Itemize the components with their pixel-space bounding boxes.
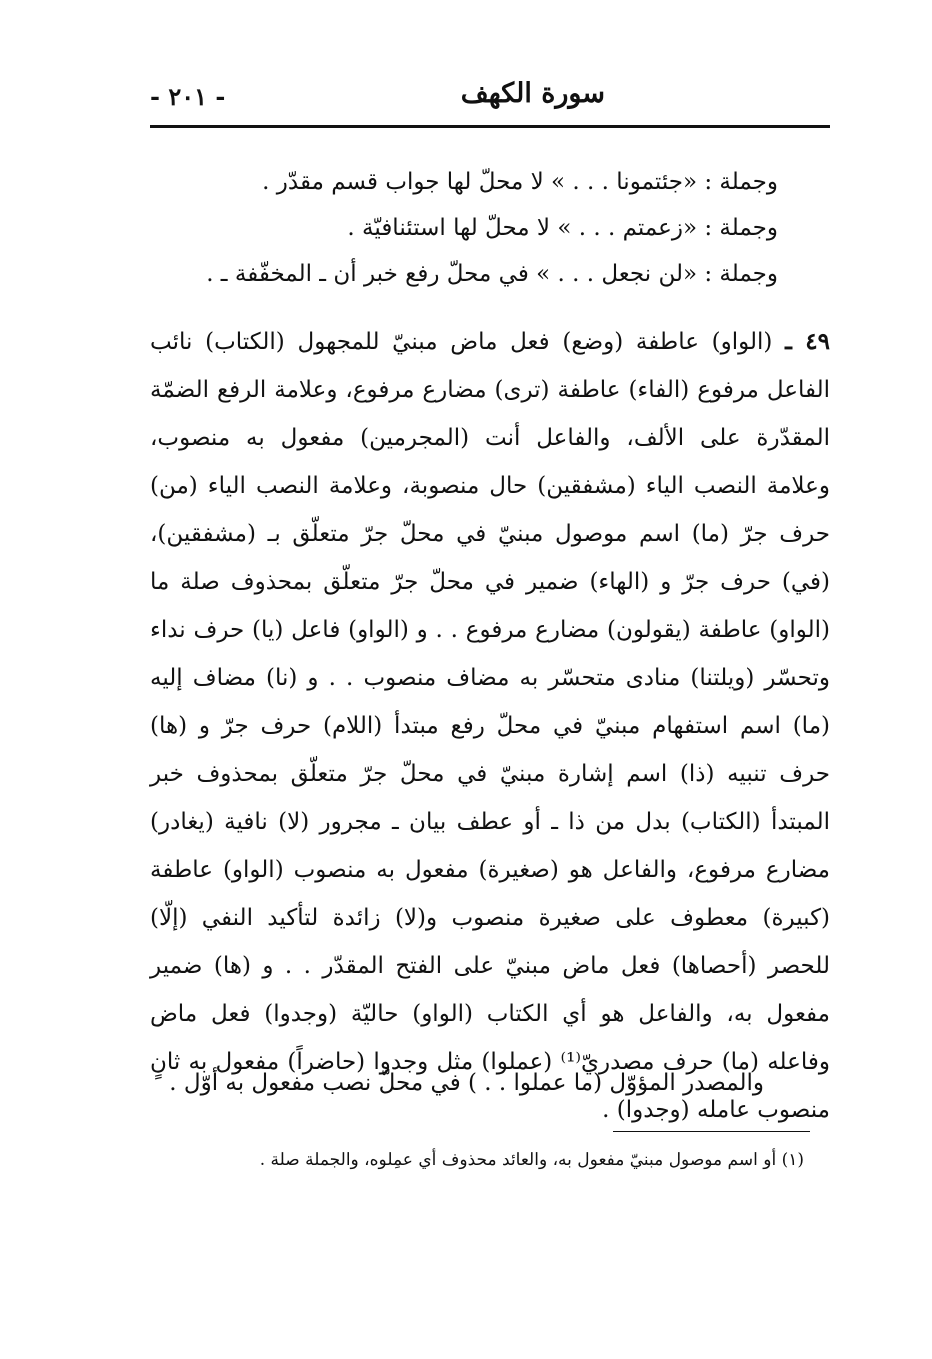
verse-parsing-paragraph <box>150 318 830 1134</box>
surah-title: سورة الكهف <box>460 78 605 109</box>
page-number: - ٢٠١ - <box>150 82 226 111</box>
header-rule <box>150 125 830 128</box>
sentence-analysis-lines <box>206 159 778 297</box>
conclusion-line: والمصدر المؤوّل (ما عملوا . . ) في محلّ نصب مفعول به أوّل . <box>169 1070 764 1096</box>
verse-number: ٤٩ ـ <box>785 328 831 355</box>
analysis-line: وجملة : «لن نجعل . . . » في محلّ رفع خبر أن ـ المخفّفة ـ . <box>206 261 778 287</box>
footnote-rule <box>613 1131 810 1132</box>
analysis-line: وجملة : «زعمتم . . . » لا محلّ لها استئنافيّة . <box>347 215 778 241</box>
page-header <box>150 72 830 124</box>
analysis-line: وجملة : «جئتمونا . . . » لا محلّ لها جواب قسم مقدّر . <box>262 169 778 195</box>
paragraph-text: (الواو) عاطفة (وضع) فعل ماض مبنيّ للمجهول (الكتاب) نائب الفاعل مرفوع (الفاء) عاطفة (ترى) مضارع مرفوع، وعلامة الرفع الضمّة المقدّرة على الألف، والفاعل أنت (المجرمين) مفعول به منصوب، وعلامة النصب الياء (مشفقين) حال منصوبة، وعلامة النصب الياء (من) حرف جرّ (ما) اسم موصول مبنيّ في محلّ جرّ متعلّق بـ (مشفقين)، (في) حرف جرّ و (الهاء) ضمير في محلّ جرّ متعلّق بمحذوف صلة ما (الواو) عاطفة (يقولون) مضارع مرفوع . . و (الواو) فاعل (يا) حرف نداء وتحسّر (ويلتنا) منادى متحسّر به مضاف منصوب . . و (نا) مضاف إليه (ما) اسم استفهام مبنيّ في محلّ رفع مبتدأ (اللام) حرف جرّ و (ها) حرف تنبيه (ذا) اسم إشارة مبنيّ في محلّ جرّ متعلّق بمحذوف خبر المبتدأ (الكتاب) بدل من ذا ـ أو عطف بيان ـ مجرور (لا) نافية (يغادر) مضارع مرفوع، والفاعل هو (صغيرة) مفعول به منصوب (الواو) عاطفة (كبيرة) معطوف على صغيرة منصوب و(لا) زائدة لتأكيد النفي (إلّا) للحصر (أحصاها) فعل ماض مبنيّ على الفتح المقدّر . . و (ها) ضمير مفعول به، والفاعل هو أي الكتاب (الواو) حاليّة (وجدوا) فعل ماض وفاعله (ما) حرف مصدريّ⁽¹⁾ (عملوا) مثل وجدوا (حاضراً) مفعول به ثانٍ منصوب عامله (وجدوا) . <box>150 329 830 1123</box>
footnote: (١) أو اسم موصول مبنيّ مفعول به، والعائد محذوف أي عمِلوه، والجملة صلة . <box>259 1150 804 1170</box>
